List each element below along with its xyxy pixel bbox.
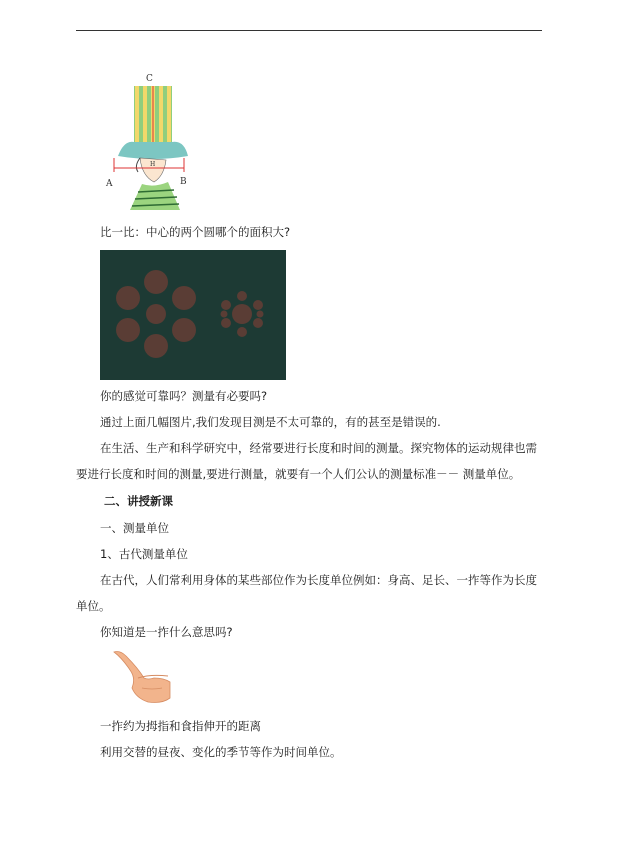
hat-brim [118,142,188,159]
need-line-1: 在生活、生产和科学研究中，经常要进行长度和时间的测量。探究物体的运动规律也需 [100,441,537,455]
ancient-line-1: 在古代，人们常利用身体的某些部位作为长度单位例如：身高、足长、一拃等作为长度 [100,573,537,587]
right-center-circle [232,304,252,324]
item-heading: 1、古代测量单位 [100,547,188,561]
hand-span-figure [108,648,174,710]
hat-illusion-figure [104,72,196,214]
header-rule [76,30,542,31]
hair-line [136,158,140,172]
left-center-circle [146,304,166,324]
time-units-paragraph: 利用交替的昼夜、变化的季节等作为时间单位。 [100,745,342,759]
circles-illusion-figure [100,250,286,380]
zha-definition: 一拃约为拇指和食指伸开的距离 [100,719,261,733]
conclusion-paragraph: 通过上面几幅图片,我们发现目测是不太可靠的，有的甚至是错误的. [100,415,441,429]
ancient-line-2: 单位。 [76,599,111,613]
label-a: A [106,179,113,189]
zha-question: 你知道是一拃什么意思吗? [100,625,233,639]
subsection-heading: 一、测量单位 [100,521,169,535]
label-c: C [146,74,153,84]
need-line-2: 要进行长度和时间的测量,要进行测量，就要有一个人们公认的测量标准－－ 测量单位。 [76,467,521,481]
section-title: 二、讲授新课 [104,494,173,508]
label-b: B [180,177,187,187]
question-paragraph: 你的感觉可靠吗？测量有必要吗? [100,389,268,403]
label-h: H [150,161,156,168]
compare-prompt: 比一比：中心的两个圆哪个的面积大? [100,225,291,239]
